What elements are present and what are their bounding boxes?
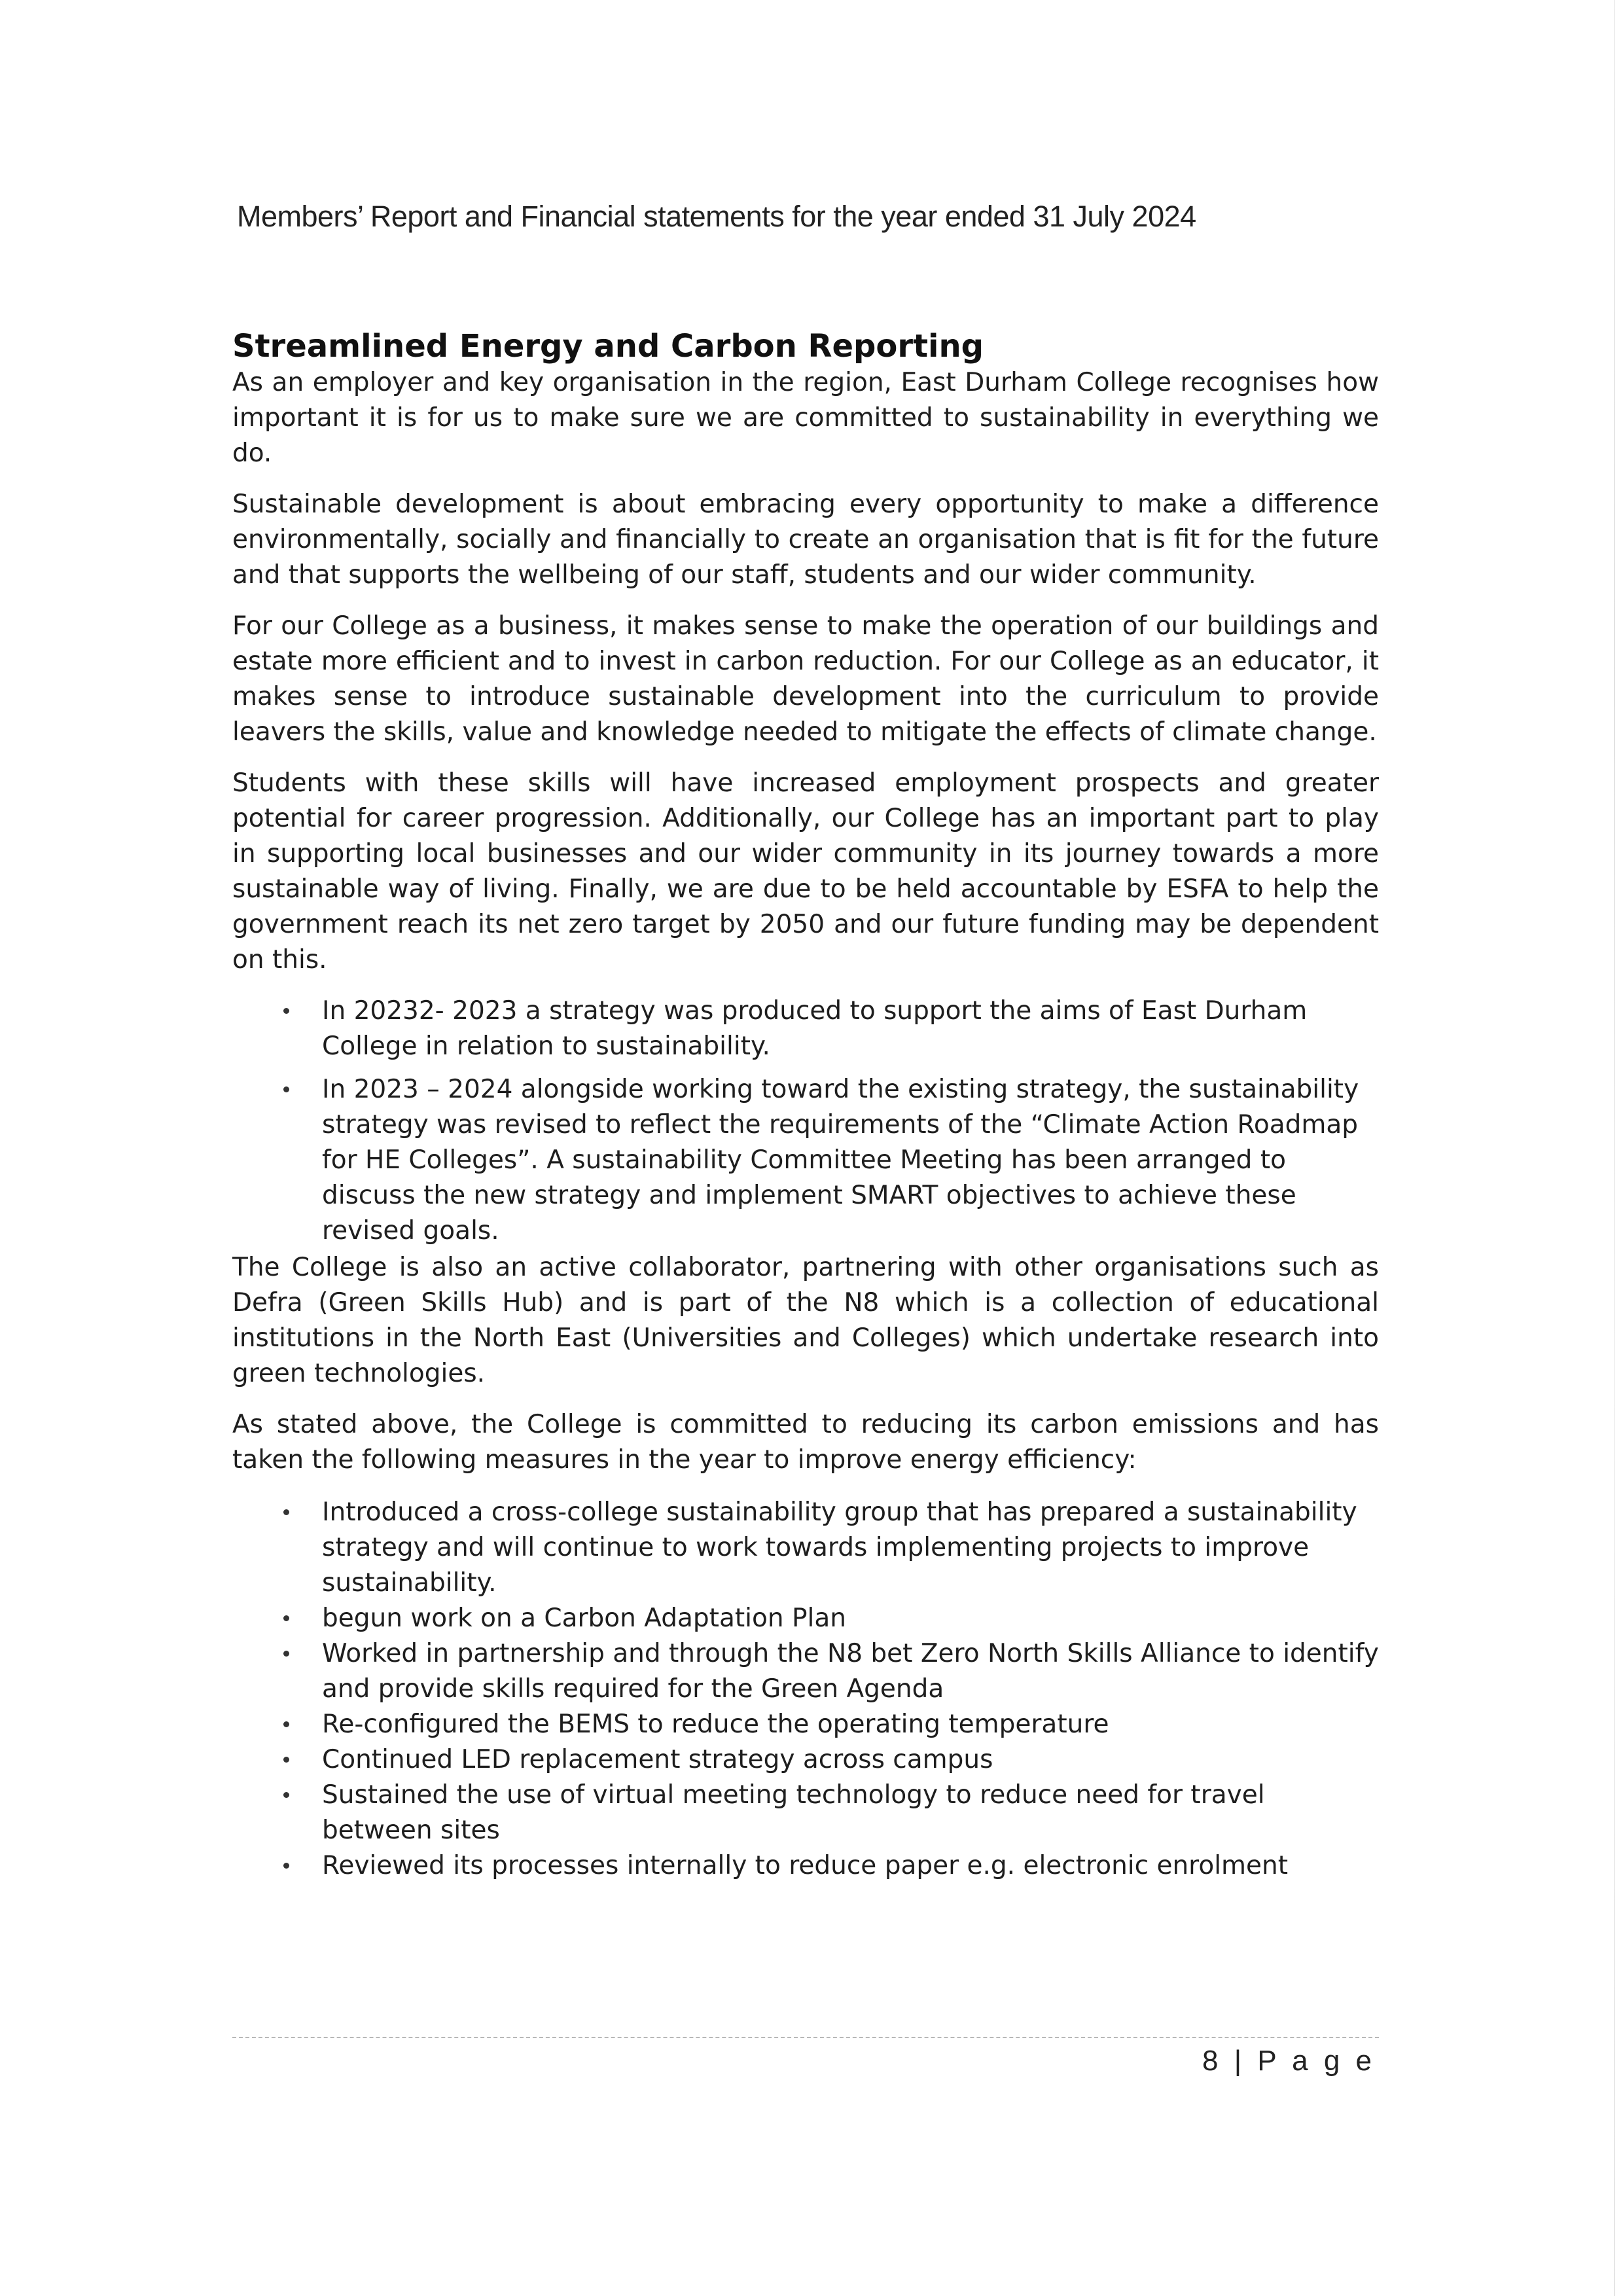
list-item <box>232 1636 1379 1707</box>
paragraph-college-business: For our College as a business, it makes sense to make the operation of our buildings and estate more efficient and to invest in carbon reduction. For our College as an educator, it makes sense to introduce sustainable development into the curriculum to provide leavers the skills, value and knowledge needed to mitigate the effects of climate change. <box>232 611 1379 747</box>
bullet-dot-icon <box>273 1601 299 1636</box>
bullet-dot-icon <box>273 994 299 1029</box>
page-number: 8 | P a g e <box>1202 2045 1376 2077</box>
running-header: Members’ Report and Financial statements for the year ended 31 July 2024 <box>237 200 1196 233</box>
list-item-text: begun work on a Carbon Adaptation Plan <box>322 1604 846 1633</box>
bullet-dot-icon <box>273 1707 299 1742</box>
bullet-dot-icon <box>273 1778 299 1813</box>
list-item-text: Re-configured the BEMS to reduce the operating temperature <box>322 1710 1109 1739</box>
bullet-dot-icon <box>273 1742 299 1778</box>
list-item-text: Worked in partnership and through the N8 bet Zero North Skills Alliance to identify and provide skills required for the Green Agenda <box>322 1639 1379 1704</box>
list-item <box>232 1742 1379 1778</box>
paragraph-sustainable-development: Sustainable development is about embracing every opportunity to make a difference environmentally, socially and financially to create an organisation that is fit for the future and that supports the wellbeing of our staff, students and our wider community. <box>232 490 1379 590</box>
report-section <box>232 326 1379 1899</box>
list-item-text: In 20232- 2023 a strategy was produced to support the aims of East Durham College in relation to sustainability. <box>322 996 1308 1061</box>
list-item <box>232 994 1379 1064</box>
measures-bullet-list <box>232 1495 1379 1884</box>
list-item-text: Sustained the use of virtual meeting technology to reduce need for travel between sites <box>322 1780 1265 1845</box>
section-heading: Streamlined Energy and Carbon Reporting <box>232 328 984 365</box>
list-item-text: Introduced a cross-college sustainability group that has prepared a sustainability strategy and will continue to work towards implementing projects to improve sustainability. <box>322 1498 1357 1598</box>
paragraph-collaborator: The College is also an active collaborator, partnering with other organisations such as Defra (Green Skills Hub) and is part of the N8 which is a collection of educational institutions in the North East (Universities and Colleges) which undertake research into green technologies. <box>232 1253 1379 1388</box>
list-item <box>232 1848 1379 1884</box>
list-item <box>232 1778 1379 1848</box>
list-item <box>232 1072 1379 1249</box>
paragraph-measures-intro: As stated above, the College is committed to reducing its carbon emissions and has taken the following measures in the year to improve energy efficiency: <box>232 1410 1379 1475</box>
list-item <box>232 1707 1379 1742</box>
strategy-bullet-list <box>232 994 1379 1249</box>
scan-edge-line <box>1614 0 1615 2296</box>
list-item-text: Continued LED replacement strategy across campus <box>322 1745 993 1774</box>
bullet-dot-icon <box>273 1848 299 1884</box>
list-item <box>232 1495 1379 1601</box>
bullet-dot-icon <box>273 1495 299 1530</box>
paragraph-intro: As an employer and key organisation in the region, East Durham College recognises how important it is for us to make sure we are committed to sustainability in everything we do. <box>232 368 1379 468</box>
list-item-text: In 2023 – 2024 alongside working toward the existing strategy, the sustainability strategy was revised to reflect the requirements of the “Climate Action Roadmap for HE Colleges”. A sustainability Committee Meeting has been arranged to discuss the new strategy and implement SMART objectives to achieve these revised goals. <box>322 1075 1359 1246</box>
footer-rule <box>232 2037 1379 2038</box>
list-item-text: Reviewed its processes internally to reduce paper e.g. electronic enrolment <box>322 1851 1289 1880</box>
bullet-dot-icon <box>273 1636 299 1672</box>
paragraph-students-skills: Students with these skills will have increased employment prospects and greater potential for career progression. Additionally, our College has an important part to play in supporting local businesses and our wider community in its journey towards a more sustainable way of living. Finally, we are due to be held accountable by ESFA to help the government reach its net zero target by 2050 and our future funding may be dependent on this. <box>232 768 1379 975</box>
list-item <box>232 1601 1379 1636</box>
bullet-dot-icon <box>273 1072 299 1107</box>
